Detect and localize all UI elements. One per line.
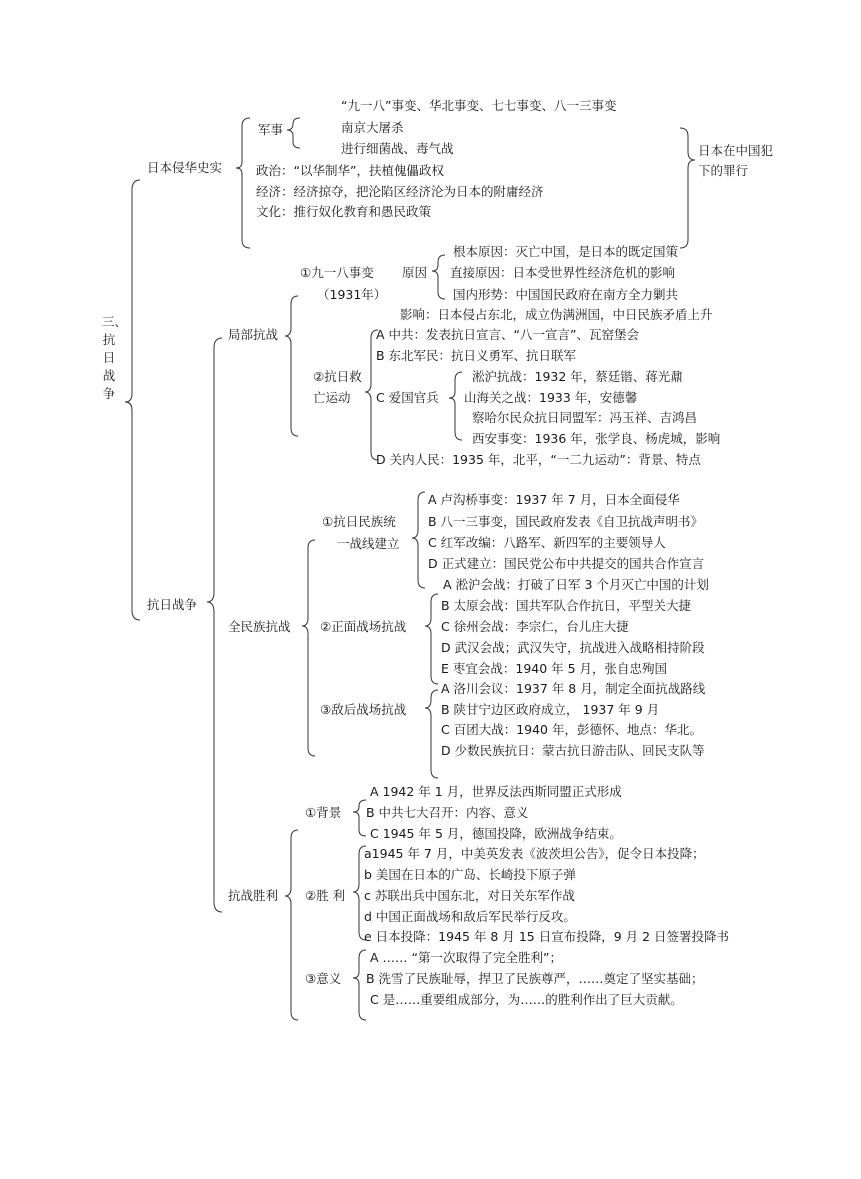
front-item: D 武汉会战；武汉失守，抗战进入战略相持阶段	[441, 640, 705, 655]
crimes-summary: 日本在中国犯下的罪行	[698, 143, 774, 178]
cause-item: 根本原因：灭亡中国，是日本的既定国策	[453, 244, 679, 259]
military-item: “九一八”事变、华北事变、七七事变、八一三事变	[341, 98, 617, 113]
military-brace	[287, 118, 300, 148]
root-title: 三、抗日战争	[102, 314, 128, 401]
patriot-item: 淞沪抗战：1932 年，蔡廷锴、蒋光鼐	[472, 369, 683, 384]
patriot-brace	[449, 372, 462, 440]
patriot-item: 山海关之战：1933 年，安德馨	[464, 390, 638, 405]
culture-line: 文化：推行奴化教育和愚民政策	[256, 204, 432, 219]
victory-brace	[285, 830, 298, 1020]
meaning-label: ③意义	[305, 971, 342, 986]
resistance-heading: 抗日战争	[147, 597, 198, 612]
united-front-item: B 八一三事变，国民政府发表《自卫抗战声明书》	[428, 514, 704, 529]
united-front-title: ①抗日民族统	[322, 514, 396, 529]
victory-label: ②胜 利	[305, 888, 346, 903]
united-front-item: A 卢沟桥事变：1937 年 7 月，日本全面侵华	[428, 492, 680, 507]
meaning-brace	[353, 950, 366, 1020]
rear-item: A 洛川会议：1937 年 8 月，制定全面抗战路线	[441, 681, 706, 696]
victory-heading: 抗战胜利	[228, 888, 279, 903]
incident-year: （1931年）	[317, 287, 387, 302]
meaning-item: A …… “第一次取得了完全胜利”；	[370, 950, 562, 965]
front-item: A 淞沪会战：打破了日军 3 个月灭亡中国的计划	[443, 577, 709, 592]
military-label: 军事	[258, 122, 284, 137]
full-war-brace	[302, 540, 315, 756]
summary-brace	[680, 128, 695, 248]
politics-line: 政治：“以华制华”，扶植傀儡政权	[256, 163, 444, 178]
patriot-item: 西安事变：1936 年，张学良、杨虎城，影响	[472, 431, 721, 446]
background-label: ①背景	[305, 805, 342, 820]
united-front-brace	[412, 492, 425, 588]
patriot-label: C 爱国官兵	[376, 390, 439, 405]
victory-item: b 美国在日本的广岛、长崎投下原子弹	[364, 867, 576, 882]
incident-title: ①九一八事变	[300, 265, 374, 280]
military-item: 进行细菌战、毒气战	[341, 141, 454, 156]
local-war-brace	[285, 296, 298, 436]
movement-title: ②抗日救	[313, 369, 362, 384]
background-brace	[353, 800, 366, 836]
crimes-brace	[236, 118, 250, 248]
cause-item: 国内形势：中国国民政府在南方全力剿共	[453, 287, 679, 302]
front-item: C 徐州会战：李宗仁，台儿庄大捷	[441, 619, 629, 634]
united-front-title: 一战线建立	[337, 536, 400, 551]
movement-title: 亡运动	[313, 390, 351, 405]
victory-item: c 苏联出兵中国东北，对日关东军作战	[364, 888, 575, 903]
meaning-item: C 是……重要组成部分，为……的胜利作出了巨大贡献。	[370, 992, 683, 1007]
front-item: E 枣宜会战：1940 年 5 月，张自忠殉国	[441, 661, 668, 676]
local-war-heading: 局部抗战	[228, 327, 279, 342]
cause-brace	[432, 255, 445, 299]
front-label: ②正面战场抗战	[320, 619, 407, 634]
crimes-heading: 日本侵华史实	[147, 160, 223, 175]
patriot-item: 察哈尔民众抗日同盟军：冯玉祥、吉鸿昌	[472, 410, 698, 425]
economy-line: 经济：经济掠夺，把沦陷区经济沦为日本的附庸经济	[256, 184, 544, 199]
united-front-item: C 红军改编：八路军、新四军的主要领导人	[428, 535, 666, 550]
victory-item: e 日本投降：1945 年 8 月 15 日宣布投降，9 月 2 日签署投降书	[364, 929, 730, 944]
meaning-item: B 洗雪了民族耻辱，捍卫了民族尊严，……奠定了坚实基础；	[366, 971, 704, 986]
rear-label: ③敌后战场抗战	[320, 702, 407, 717]
movement-item: B 东北军民：抗日义勇军、抗日联军	[376, 348, 577, 363]
background-item: B 中共七大召开：内容、意义	[366, 805, 529, 820]
military-item: 南京大屠杀	[341, 120, 404, 135]
rear-item: B 陕甘宁边区政府成立， 1937 年 9 月	[441, 702, 660, 717]
full-war-heading: 全民族抗战	[228, 619, 291, 634]
movement-item: D 关内人民：1935 年，北平，“一二九运动”：背景、特点	[376, 452, 701, 467]
movement-item: A 中共：发表抗日宣言、“八一宣言”、瓦窑堡会	[376, 327, 639, 342]
resistance-brace	[207, 338, 222, 912]
rear-item: D 少数民族抗日：蒙古抗日游击队、回民支队等	[441, 743, 705, 758]
rear-item: C 百团大战：1940 年，彭德怀、地点：华北。	[441, 722, 702, 737]
front-brace	[425, 594, 438, 684]
rear-brace	[425, 690, 438, 778]
cause-item: 直接原因：日本受世界性经济危机的影响	[450, 265, 676, 280]
victory-item: d 中国正面战场和敌后军民举行反攻。	[364, 909, 576, 924]
background-item: C 1945 年 5 月，德国投降，欧洲战争结束。	[370, 826, 622, 841]
background-item: A 1942 年 1 月，世界反法西斯同盟正式形成	[370, 784, 622, 799]
cause-label: 原因	[402, 265, 428, 280]
victory-item: a1945 年 7 月，中美英发表《波茨坦公告》，促令日本投降；	[364, 846, 705, 861]
root-brace	[125, 180, 140, 620]
front-item: B 太原会战：国共军队合作抗日，平型关大捷	[441, 598, 692, 613]
impact-line: 影响：日本侵占东北，成立伪满洲国，中日民族矛盾上升	[400, 307, 713, 322]
united-front-item: D 正式建立：国民党公布中共提交的国共合作宣言	[428, 556, 705, 571]
